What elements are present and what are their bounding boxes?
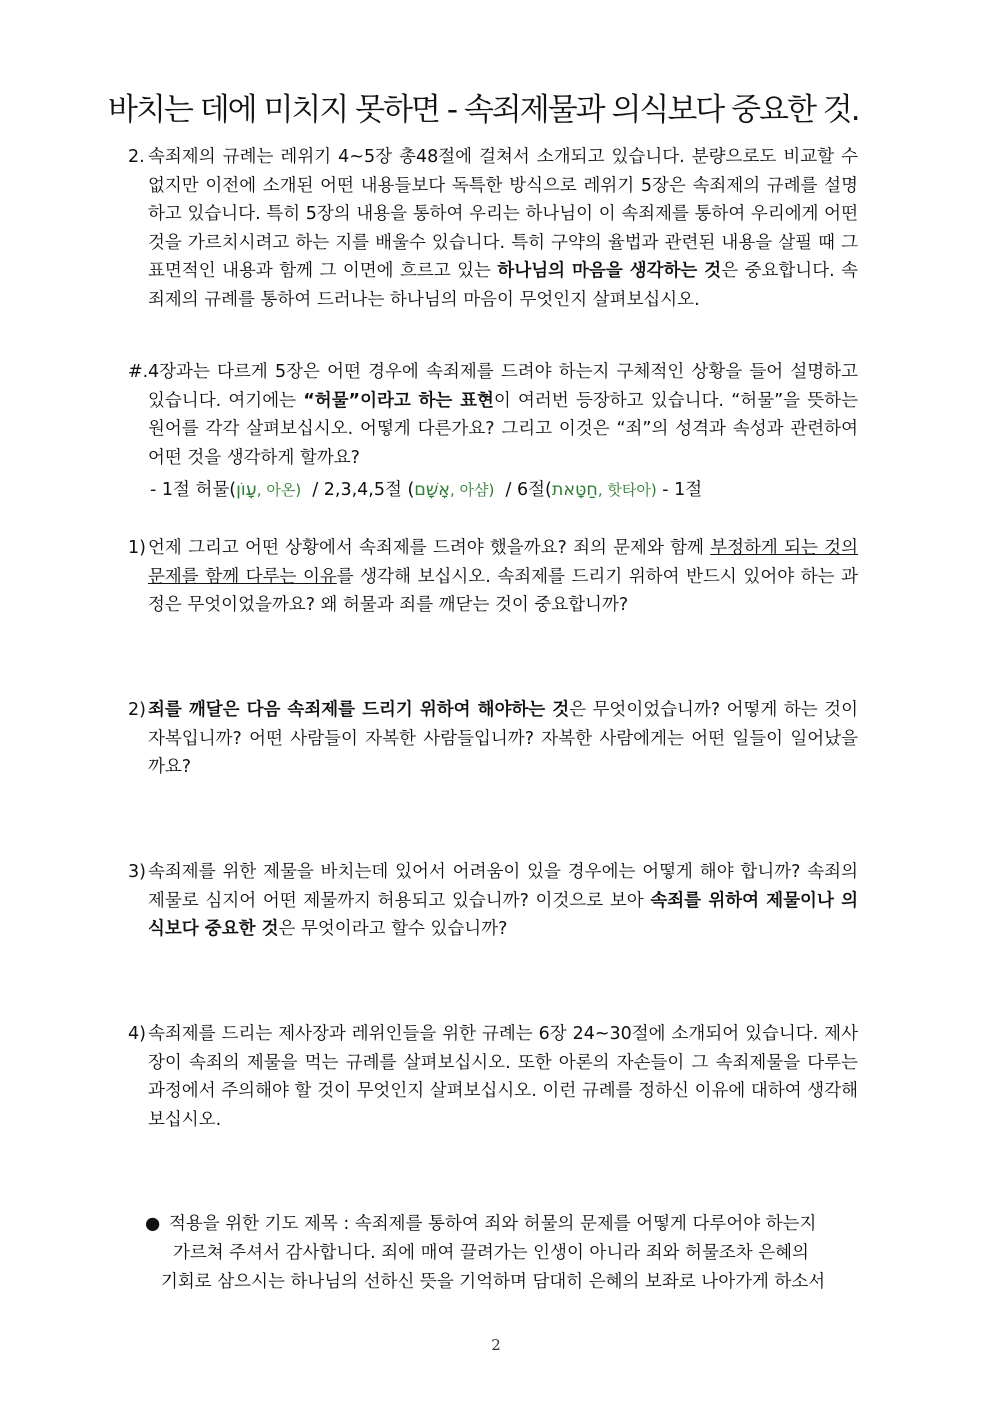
bold-emphasis: “허물”이라고 하는 표현 <box>303 390 494 411</box>
question-number: 4) <box>128 1024 146 1044</box>
text-span: 를 생각해 보십시오. 속죄제를 드리기 위하여 반드시 있어야 하는 과정은 무엇이었을까요? 왜 허물과 죄를 깨닫는 것이 중요합니까? <box>148 566 858 615</box>
word-label: - 1절 <box>662 480 703 500</box>
question-3 <box>128 858 858 944</box>
page-number: 2 <box>491 1336 501 1354</box>
question-number: 3) <box>128 862 146 882</box>
prayer-line: 기회로 삼으시는 하나님의 선하신 뜻을 기억하며 담대히 은혜의 보좌로 나아가게 하소서 <box>161 1272 826 1292</box>
question-4 <box>128 1020 858 1134</box>
question-2 <box>128 696 858 782</box>
text-span: 4장과는 다르게 5장은 어떤 경우에 속죄제를 드려야 하는지 구체적인 상황을 들어 설명하고 있습니다. 여기에는 <box>148 362 858 411</box>
question-text <box>148 858 858 944</box>
word-label: / 2,3,4,5절 ( <box>312 480 415 500</box>
text-span: 은 무엇이었습니까? 어떻게 하는 것이 자복입니까? 어떤 사람들이 자복한 사람들입니까? 자복한 사람에게는 어떤 일들이 일어났을까요? <box>148 700 858 777</box>
text-span: 이 여러번 등장하고 있습니다. “허물”을 뜻하는 원어를 각각 살펴보십시오. 어떻게 다른가요? 그리고 이것은 “죄”의 성격과 속성과 관련하여 어떤 것을 생각하게 할까요? <box>148 390 858 468</box>
bullet-icon: ● <box>145 1214 161 1234</box>
text-span: 속죄제의 규례는 레위기 4~5장 총48절에 걸쳐서 소개되고 있습니다. 분량으로도 비교할 수 없지만 이전에 소개된 어떤 내용들보다 독특한 방식으로 레위기 5장은 속죄제의 규례를 설명하고 있습니다. 특히 5장의 내용을 통하여 우리는 하나님이 이 속죄제를 통하여 우리에게 어떤 것을 가르치시려고 하는 지를 배울수 있습니다. 특히 구약의 율법과 관련된 내용을 살필 때 그 표면적인 내용과 함께 그 이면에 흐르고 있는 <box>148 147 858 281</box>
question-number: 2) <box>128 700 146 720</box>
question-text: 속죄제를 드리는 제사장과 레위인들을 위한 규례는 6장 24~30절에 소개되어 있습니다. 제사장이 속죄의 제물을 먹는 규례를 살펴보십시오. 또한 아론의 자손들이 그 속죄제물을 다루는 과정에서 주의해야 할 것이 무엇인지 살펴보십시오. 이런 규례를 정하신 이유에 대하여 생각해 보십시오. <box>148 1024 858 1130</box>
text-span: 속죄제를 위한 제물을 바치는데 있어서 어려움이 있을 경우에는 어떻게 해야 합니까? 속죄의 제물로 심지어 어떤 제물까지 허용되고 있습니까? 이것으로 보아 <box>148 862 858 911</box>
prayer-line: 가르쳐 주셔서 감사합니다. 죄에 매여 끌려가는 인생이 아니라 죄와 허물조차 은혜의 <box>173 1243 809 1263</box>
hebrew-word-list <box>150 476 870 504</box>
text-span: 은 중요합니다. 속죄제의 규례를 통하여 드러나는 하나님의 마음이 무엇인지 살펴보십시오. <box>148 261 859 310</box>
question-text <box>148 358 858 472</box>
transliteration: , 아온) <box>256 481 302 499</box>
underlined-text: 부정하게 되는 것의 문제를 함께 다루는 이유 <box>148 538 858 587</box>
question-1 <box>128 534 858 620</box>
question-number: #. <box>128 362 149 382</box>
text-span: 은 무엇이라고 할수 있습니까? <box>278 919 508 939</box>
transliteration: , 핫타아) <box>597 481 657 499</box>
hebrew-word: עָוֹן <box>236 480 257 500</box>
transliteration: , 아샴) <box>450 481 495 499</box>
question-text <box>148 143 858 314</box>
hebrew-word: אָשָׁם <box>414 480 451 500</box>
question-text <box>148 534 858 620</box>
question-hash <box>128 358 858 472</box>
bold-emphasis: 속죄를 위하여 제물이나 의식보다 중요한 것 <box>148 890 858 939</box>
bold-emphasis: 죄를 깨달은 다음 속죄제를 드리기 위하여 해야하는 것 <box>148 700 570 720</box>
question-2-intro <box>128 143 858 314</box>
question-number: 1) <box>128 538 146 558</box>
word-label: / 6절( <box>505 480 552 500</box>
hebrew-word: חַטָּאת <box>551 480 598 500</box>
word-label: - 1절 허물( <box>150 480 237 500</box>
question-text <box>148 696 858 782</box>
text-span: 언제 그리고 어떤 상황에서 속죄제를 드려야 했을까요? 죄의 문제와 함께 <box>148 538 711 558</box>
bold-emphasis: 하나님의 마음을 생각하는 것 <box>497 261 722 281</box>
prayer-line: 적용을 위한 기도 제목 : 속죄제를 통하여 죄와 허물의 문제를 어떻게 다루어야 하는지 <box>169 1214 817 1234</box>
prayer-topic <box>145 1210 865 1297</box>
page-title: 바치는 데에 미치지 못하면 - 속죄제물과 의식보다 중요한 것. <box>108 92 859 128</box>
question-number: 2. <box>128 147 145 167</box>
